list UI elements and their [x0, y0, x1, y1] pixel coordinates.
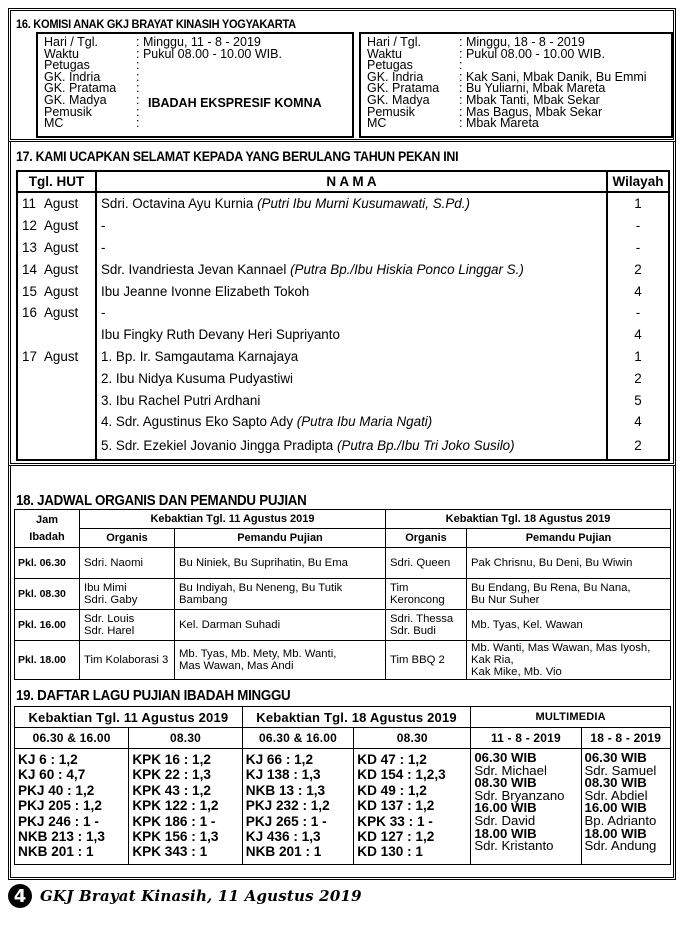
song-list-cell — [242, 749, 354, 865]
schedule-value: : — [136, 69, 140, 84]
birthday-row — [17, 346, 669, 368]
birthday-name: Ibu Jeanne Ivonne Elizabeth Tokoh — [101, 283, 310, 299]
birthday-row — [17, 237, 669, 259]
song-item: PKJ 265 : 1 - — [245, 813, 327, 829]
schedule-value: : Mbak Tanti, Mbak Sekar — [459, 92, 600, 107]
birthday-row — [17, 411, 669, 433]
song-item: KD 154 : 1,2,3 — [357, 767, 446, 783]
birthday-name: - — [101, 305, 106, 321]
multimedia-time: 06.30 WIB — [584, 750, 647, 765]
worship-leader-cell — [175, 610, 386, 641]
schedule-value: : Mbak Mareta — [459, 116, 539, 131]
birthday-month: Agust — [44, 196, 79, 212]
organist-cell — [80, 641, 175, 680]
schedule-label: Waktu — [44, 46, 79, 61]
birthday-name-cell — [96, 280, 607, 302]
birthday-wilayah: - — [607, 302, 669, 324]
song-item: KD 137 : 1,2 — [357, 798, 435, 814]
service-header-11-aug: Kebaktian Tgl. 11 Agustus 2019 — [80, 510, 386, 529]
footer-text: GKJ Brayat Kinasih, 11 Agustus 2019 — [40, 887, 362, 905]
multimedia-header: MULTIMEDIA — [471, 707, 671, 728]
organist-row — [15, 641, 671, 680]
worship-leader-cell — [467, 548, 671, 579]
birthday-month: Agust — [44, 261, 79, 277]
schedule-value: : Mas Bagus, Mbak Sekar — [459, 104, 603, 119]
schedule-value: : Bu Yuliarni, Mbak Mareta — [459, 81, 606, 96]
birthday-row — [17, 192, 669, 215]
birthday-wilayah: 5 — [607, 389, 669, 411]
worship-leader-names: Mb. Tyas, Kel. Wawan — [471, 619, 583, 631]
organist-name: Sdri. Naomi — [84, 557, 144, 569]
birthday-day: 17 — [22, 348, 37, 364]
birthday-name-cell — [96, 302, 607, 324]
birthday-row — [17, 324, 669, 346]
schedule-value: : — [459, 58, 463, 73]
song-item: KJ 6 : 1,2 — [18, 752, 78, 767]
schedule-label: GK. Indria — [367, 69, 424, 84]
birthday-row — [17, 367, 669, 389]
worship-leader-names: Mas Wawan, Mas Andi — [179, 660, 294, 672]
birthday-date — [17, 215, 96, 237]
birthday-day: 16 — [22, 305, 37, 321]
service-time: Pkl. 16.00 — [15, 610, 80, 641]
song-item: KPK 43 : 1,2 — [132, 782, 211, 798]
organist-name: Sdr. Budi — [390, 625, 436, 637]
worship-leader-names: Bu Endang, Bu Rena, Bu Nana, — [471, 582, 631, 594]
organist-name: Sdri. Queen — [390, 557, 451, 569]
col-header-organis: Organis — [80, 529, 175, 548]
multimedia-operator: Sdr. Andung — [584, 838, 657, 854]
col-header-pemandu: Pemandu Pujian — [467, 529, 671, 548]
song-item: KPK 16 : 1,2 — [132, 752, 211, 767]
worship-leader-names: Bu Niniek, Bu Suprihatin, Bu Ema — [179, 557, 348, 569]
worship-leader-names: Bu Nur Suher — [471, 594, 540, 606]
song-list-table — [14, 706, 671, 865]
multimedia-cell — [581, 749, 670, 865]
birthday-date — [17, 324, 96, 346]
birthday-date — [17, 302, 96, 324]
organist-name: Ibu Mimi — [84, 582, 127, 594]
organist-name: Sdr. Harel — [84, 625, 135, 637]
schedule-value: : Minggu, 11 - 8 - 2019 — [136, 35, 261, 49]
song-item: KD 47 : 1,2 — [357, 752, 427, 767]
song-item: NKB 201 : 1 — [245, 844, 322, 860]
song-list-cell — [354, 749, 471, 865]
birthday-month: Agust — [44, 239, 79, 255]
subheader: 08.30 — [354, 728, 471, 749]
schedule-label: Petugas — [44, 58, 90, 73]
birthday-month: Agust — [44, 218, 79, 234]
birthday-day: 15 — [22, 283, 37, 299]
birthday-month: Agust — [44, 305, 79, 321]
birthday-wilayah: 2 — [607, 367, 669, 389]
schedule-value: : — [136, 81, 140, 96]
birthday-wilayah: 2 — [607, 433, 669, 460]
multimedia-time: 08.30 WIB — [474, 775, 537, 791]
birthday-date — [17, 258, 96, 280]
multimedia-time: 18.00 WIB — [584, 825, 647, 841]
schedule-label: Petugas — [367, 58, 413, 73]
multimedia-operator: Bp. Adrianto — [584, 812, 657, 828]
birthday-name: - — [101, 239, 106, 255]
schedule-value: : Kak Sani, Mbak Danik, Bu Emmi — [459, 69, 647, 84]
multimedia-time: 16.00 WIB — [474, 800, 537, 816]
birthday-name-cell — [96, 411, 607, 433]
birthday-wilayah: 1 — [607, 192, 669, 215]
subheader: 18 - 8 - 2019 — [581, 728, 670, 749]
birthday-date — [17, 280, 96, 302]
song-item: KPK 186 : 1 - — [132, 813, 216, 829]
schedule-label: Pemusik — [367, 104, 415, 119]
birthday-row — [17, 433, 669, 460]
service-time: Pkl. 18.00 — [15, 641, 80, 680]
organist-cell — [80, 579, 175, 610]
birthday-day: 13 — [22, 239, 37, 255]
birthday-date — [17, 346, 96, 368]
schedule-label: GK. Pratama — [367, 81, 440, 96]
schedule-value: : Minggu, 18 - 8 - 2019 — [459, 35, 585, 49]
organist-schedule-table — [14, 509, 671, 680]
song-item: KPK 156 : 1,3 — [132, 829, 219, 845]
col-header-wilayah: Wilayah — [607, 171, 669, 192]
multimedia-operator: Sdr. Michael — [474, 762, 547, 778]
birthday-name-cell — [96, 258, 607, 280]
birthday-date — [17, 389, 96, 411]
schedule-value: : Pukul 08.00 - 10.00 WIB. — [136, 46, 282, 61]
birthday-note: (Putra Bp./Ibu Hiskia Ponco Linggar S.) — [290, 261, 524, 277]
page-number-badge: 4 — [8, 884, 32, 908]
worship-leader-cell — [467, 610, 671, 641]
birthday-row — [17, 280, 669, 302]
schedule-row — [44, 118, 346, 130]
service-time: Pkl. 06.30 — [15, 548, 80, 579]
birthday-name-cell — [96, 433, 607, 460]
schedule-value: : — [136, 104, 140, 119]
worship-leader-names: Kak Mike, Mb. Vio — [471, 666, 562, 678]
subheader: 08.30 — [129, 728, 242, 749]
service-time: Pkl. 08.30 — [15, 579, 80, 610]
worship-leader-names: Mb. Wanti, Mas Wawan, Mas Iyosh, Kak Ria, — [471, 642, 651, 666]
worship-leader-cell — [467, 641, 671, 680]
birthday-name-cell — [96, 346, 607, 368]
multimedia-operator: Sdr. David — [474, 812, 536, 828]
song-item: NKB 13 : 1,3 — [245, 782, 326, 798]
worship-leader-cell — [175, 641, 386, 680]
subheader: 06.30 & 16.00 — [242, 728, 354, 749]
birthday-wilayah: 4 — [607, 324, 669, 346]
song-list-cell — [15, 749, 129, 865]
subheader: 11 - 8 - 2019 — [471, 728, 581, 749]
birthday-note: (Putra Ibu Maria Ngati) — [296, 414, 433, 430]
col-header-organis: Organis — [386, 529, 467, 548]
schedule-row — [367, 118, 665, 130]
song-item: KJ 60 : 4,7 — [18, 767, 86, 783]
birthday-name: 1. Bp. Ir. Samgautama Karnajaya — [101, 348, 299, 364]
organist-name: Sdri. Gaby — [84, 594, 138, 606]
organist-name: Tim Keroncong — [390, 582, 445, 606]
col-header-name: N A M A — [96, 171, 607, 192]
birthday-name: Ibu Fingky Ruth Devany Heri Supriyanto — [101, 327, 340, 343]
schedule-label: Waktu — [367, 46, 402, 61]
organist-name: Sdri. Thessa — [390, 613, 454, 625]
worship-leader-names: Bu Indiyah, Bu Neneng, Bu Tutik Bambang — [179, 582, 343, 606]
birthday-month: Agust — [44, 348, 79, 364]
birthday-date — [17, 367, 96, 389]
song-item: KPK 122 : 1,2 — [132, 798, 219, 814]
birthday-name-cell — [96, 389, 607, 411]
birthday-row — [17, 389, 669, 411]
special-event-label: IBADAH EKSPRESIF KOMNA — [148, 96, 322, 110]
subheader: 06.30 & 16.00 — [15, 728, 129, 749]
service-header-18-aug: Kebaktian Tgl. 18 Agustus 2019 — [242, 707, 471, 728]
section-title-lagu: 19. DAFTAR LAGU PUJIAN IBADAH MINGGU — [16, 688, 291, 704]
multimedia-time: 16.00 WIB — [584, 800, 647, 816]
song-item: KJ 138 : 1,3 — [245, 767, 321, 783]
schedule-label: Hari / Tgl. — [367, 35, 421, 49]
section-birthdays — [8, 141, 676, 466]
birthday-day: 11 — [22, 196, 36, 212]
birthday-date — [17, 192, 96, 215]
song-item: PKJ 40 : 1,2 — [18, 782, 95, 798]
song-list-cell — [129, 749, 242, 865]
song-item: KJ 436 : 1,3 — [245, 829, 321, 845]
worship-leader-names: Mb. Tyas, Mb. Mety, Mb. Wanti, — [179, 648, 337, 660]
multimedia-time: 08.30 WIB — [584, 775, 647, 791]
section-schedules — [8, 466, 676, 880]
schedule-value: : — [136, 92, 140, 107]
schedule-label: GK. Pratama — [44, 81, 117, 96]
col-header-jam: Jam Ibadah — [15, 510, 80, 548]
song-item: KD 130 : 1 — [357, 844, 423, 860]
birthday-row — [17, 215, 669, 237]
service-header-18-aug: Kebaktian Tgl. 18 Agustus 2019 — [386, 510, 671, 529]
birthday-wilayah: 4 — [607, 411, 669, 433]
schedule-value: : Pukul 08.00 - 10.00 WIB. — [459, 46, 605, 61]
organist-row — [15, 548, 671, 579]
birthday-name-cell — [96, 367, 607, 389]
birthday-name: 3. Ibu Rachel Putri Ardhani — [101, 392, 261, 408]
birthday-row — [17, 302, 669, 324]
multimedia-time: 06.30 WIB — [474, 750, 537, 765]
birthday-name-cell — [96, 237, 607, 259]
birthday-date — [17, 411, 96, 433]
birthday-note: (Putri Ibu Murni Kusumawati, S.Pd.) — [257, 196, 470, 212]
birthday-name: 4. Sdr. Agustinus Eko Sapto Ady — [101, 414, 297, 430]
schedule-label: GK. Indria — [44, 69, 101, 84]
multimedia-time: 18.00 WIB — [474, 825, 537, 841]
song-item: PKJ 205 : 1,2 — [18, 798, 102, 814]
birthday-month: Agust — [44, 283, 79, 299]
song-item: PKJ 246 : 1 - — [18, 813, 99, 829]
birthday-table — [16, 170, 670, 461]
song-item: KD 49 : 1,2 — [357, 782, 427, 798]
organist-cell — [386, 548, 467, 579]
birthday-name-cell — [96, 215, 607, 237]
birthday-wilayah: - — [607, 237, 669, 259]
page-footer — [8, 884, 362, 908]
worship-leader-cell — [175, 548, 386, 579]
song-item: PKJ 232 : 1,2 — [245, 798, 330, 814]
birthday-name-cell — [96, 324, 607, 346]
organist-name: Sdr. Louis — [84, 613, 135, 625]
organist-cell — [386, 610, 467, 641]
section-title: 16. KOMISI ANAK GKJ BRAYAT KINASIH YOGYAKARTA — [16, 17, 296, 31]
song-item: KD 127 : 1,2 — [357, 829, 435, 845]
multimedia-operator: Sdr. Samuel — [584, 762, 657, 778]
schedule-box-11-aug — [36, 32, 354, 138]
schedule-label: GK. Madya — [44, 92, 107, 107]
birthday-day: 12 — [22, 218, 37, 234]
organist-cell — [386, 641, 467, 680]
worship-leader-cell — [175, 579, 386, 610]
organist-cell — [80, 548, 175, 579]
schedule-label: GK. Madya — [367, 92, 430, 107]
birthday-name: Sdri. Octavina Ayu Kurnia — [101, 196, 258, 212]
multimedia-operator: Sdr. Bryanzano — [474, 787, 565, 803]
col-header-date: Tgl. HUT — [17, 171, 96, 192]
song-item: KPK 343 : 1 — [132, 844, 208, 860]
schedule-label: Hari / Tgl. — [44, 35, 98, 49]
schedule-label: MC — [44, 116, 64, 131]
birthday-name: 2. Ibu Nidya Kusuma Pudyastiwi — [101, 370, 294, 386]
song-item: KPK 22 : 1,3 — [132, 767, 211, 783]
organist-cell — [386, 579, 467, 610]
multimedia-cell — [471, 749, 581, 865]
worship-leader-cell — [467, 579, 671, 610]
birthday-wilayah: 1 — [607, 346, 669, 368]
birthday-name: Sdr. Ivandriesta Jevan Kannael — [101, 261, 291, 277]
section-title-organis: 18. JADWAL ORGANIS DAN PEMANDU PUJIAN — [16, 493, 307, 509]
multimedia-operator: Sdr. Abdiel — [584, 787, 648, 803]
song-item: KPK 33 : 1 - — [357, 813, 433, 829]
birthday-wilayah: 4 — [607, 280, 669, 302]
birthday-name: 5. Sdr. Ezekiel Jovanio Jingga Pradipta — [101, 438, 337, 454]
schedule-box-18-aug — [359, 32, 673, 138]
section-komisi-anak — [8, 8, 676, 142]
organist-name: Tim BBQ 2 — [390, 654, 445, 666]
multimedia-operator: Sdr. Kristanto — [474, 838, 554, 854]
schedule-value: : — [136, 116, 140, 131]
birthday-row — [17, 258, 669, 280]
organist-row — [15, 579, 671, 610]
organist-name: Tim Kolaborasi 3 — [84, 654, 169, 666]
worship-leader-names: Kel. Darman Suhadi — [179, 619, 281, 631]
worship-leader-names: Pak Chrisnu, Bu Deni, Bu Wiwin — [471, 557, 633, 569]
birthday-name-cell — [96, 192, 607, 215]
song-item: NKB 213 : 1,3 — [18, 829, 105, 845]
schedule-label: MC — [367, 116, 387, 131]
birthday-wilayah: - — [607, 215, 669, 237]
organist-row — [15, 610, 671, 641]
song-item: NKB 201 : 1 — [18, 844, 94, 860]
schedule-label: Pemusik — [44, 104, 92, 119]
birthday-date — [17, 433, 96, 460]
birthday-name: - — [101, 218, 106, 234]
song-item: KJ 66 : 1,2 — [245, 752, 314, 767]
section-title: 17. KAMI UCAPKAN SELAMAT KEPADA YANG BERULANG TAHUN PEKAN INI — [16, 149, 459, 164]
birthday-day: 14 — [22, 261, 37, 277]
birthday-wilayah: 2 — [607, 258, 669, 280]
birthday-date — [17, 237, 96, 259]
organist-cell — [80, 610, 175, 641]
service-header-11-aug: Kebaktian Tgl. 11 Agustus 2019 — [15, 707, 243, 728]
col-header-pemandu: Pemandu Pujian — [175, 529, 386, 548]
schedule-value: : — [136, 58, 140, 73]
birthday-note: (Putra Bp./Ibu Tri Joko Susilo) — [336, 438, 515, 454]
